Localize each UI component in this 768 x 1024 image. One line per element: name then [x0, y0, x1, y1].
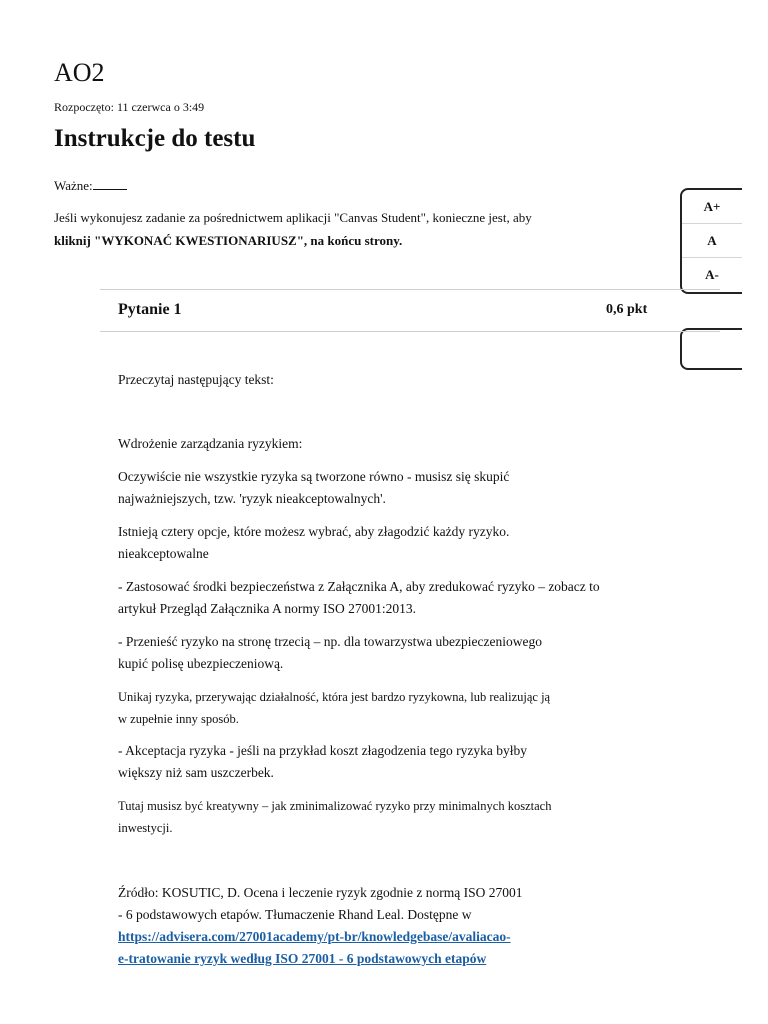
instructions-title: Instrukcje do testu [54, 125, 256, 152]
paragraph-line: Tutaj musisz być kreatywny – jak zminimalizować ryzyko przy minimalnych kosztach [118, 799, 552, 813]
instruction-line-2: kliknij "WYKONAĆ KWESTIONARIUSZ", na końcu strony. [54, 233, 403, 248]
question-paragraph [118, 466, 658, 510]
paragraph-line: - Zastosować środki bezpieczeństwa z Załącznika A, aby zredukować ryzyko – zobacz to [118, 579, 600, 594]
question-paragraph [118, 740, 658, 784]
source-link[interactable]: e-tratowanie ryzyk według ISO 27001 - 6 podstawowych etapów [118, 951, 487, 966]
question-paragraph [118, 521, 658, 565]
font-reset-button[interactable]: A [682, 224, 742, 258]
paragraph-line: Wdrożenie zarządzania ryzykiem: [118, 436, 303, 451]
question-divider-top [100, 289, 720, 290]
side-tab-button[interactable] [680, 328, 742, 370]
question-points: 0,6 pkt [606, 302, 648, 317]
paragraph-line: Istnieją cztery opcje, które możesz wybrać, aby złagodzić każdy ryzyko. [118, 524, 510, 539]
source-citation [118, 882, 658, 970]
paragraph-line: w zupełnie inny sposób. [118, 712, 239, 726]
question-divider-bottom [100, 331, 720, 332]
important-label [54, 178, 127, 194]
started-timestamp: Rozpoczęto: 11 czerwca o 3:49 [54, 100, 205, 114]
question-title: Pytanie 1 [118, 301, 182, 318]
question-paragraph [118, 433, 658, 455]
paragraph-line: - Akceptacja ryzyka - jeśli na przykład koszt złagodzenia tego ryzyka byłby [118, 743, 527, 758]
font-increase-button[interactable]: A+ [682, 190, 742, 224]
paragraph-line: artykuł Przegląd Załącznika A normy ISO 27001:2013. [118, 601, 417, 616]
question-paragraph [118, 369, 658, 391]
question-paragraph [118, 576, 658, 620]
font-decrease-button[interactable]: A- [705, 267, 719, 282]
paragraph-line: Oczywiście nie wszystkie ryzyka są tworzone równo - musisz się skupić [118, 469, 510, 484]
source-line-2: - 6 podstawowych etapów. Tłumaczenie Rhand Leal. Dostępne w [118, 907, 472, 922]
paragraph-line: - Przenieść ryzyko na stronę trzecią – np. dla towarzystwa ubezpieczeniowego [118, 634, 542, 649]
font-size-controls [680, 188, 742, 294]
paragraph-line: inwestycji. [118, 821, 173, 835]
paragraph-line: najważniejszych, tzw. 'ryzyk nieakceptowalnych'. [118, 491, 386, 506]
paragraph-line: Unikaj ryzyka, przerywając działalność, która jest bardzo ryzykowna, lub realizując ją [118, 690, 551, 704]
question-paragraph [118, 631, 658, 675]
instruction-line-1: Jeśli wykonujesz zadanie za pośrednictwem aplikacji "Canvas Student", konieczne jest, aby [54, 210, 532, 225]
source-line-1: Źródło: KOSUTIC, D. Ocena i leczenie ryzyk zgodnie z normą ISO 27001 [118, 885, 523, 900]
paragraph-line: kupić polisę ubezpieczeniową. [118, 656, 284, 671]
important-underline [93, 179, 127, 190]
source-link[interactable]: https://advisera.com/27001academy/pt-br/knowledgebase/avaliacao- [118, 929, 511, 944]
quiz-title: AO2 [54, 58, 105, 87]
paragraph-line: Przeczytaj następujący tekst: [118, 372, 274, 387]
important-label-text: Ważne: [54, 178, 93, 193]
paragraph-line: większy niż sam uszczerbek. [118, 765, 274, 780]
paragraph-line: nieakceptowalne [118, 546, 209, 561]
question-paragraph [118, 795, 658, 839]
question-paragraph [118, 686, 658, 730]
